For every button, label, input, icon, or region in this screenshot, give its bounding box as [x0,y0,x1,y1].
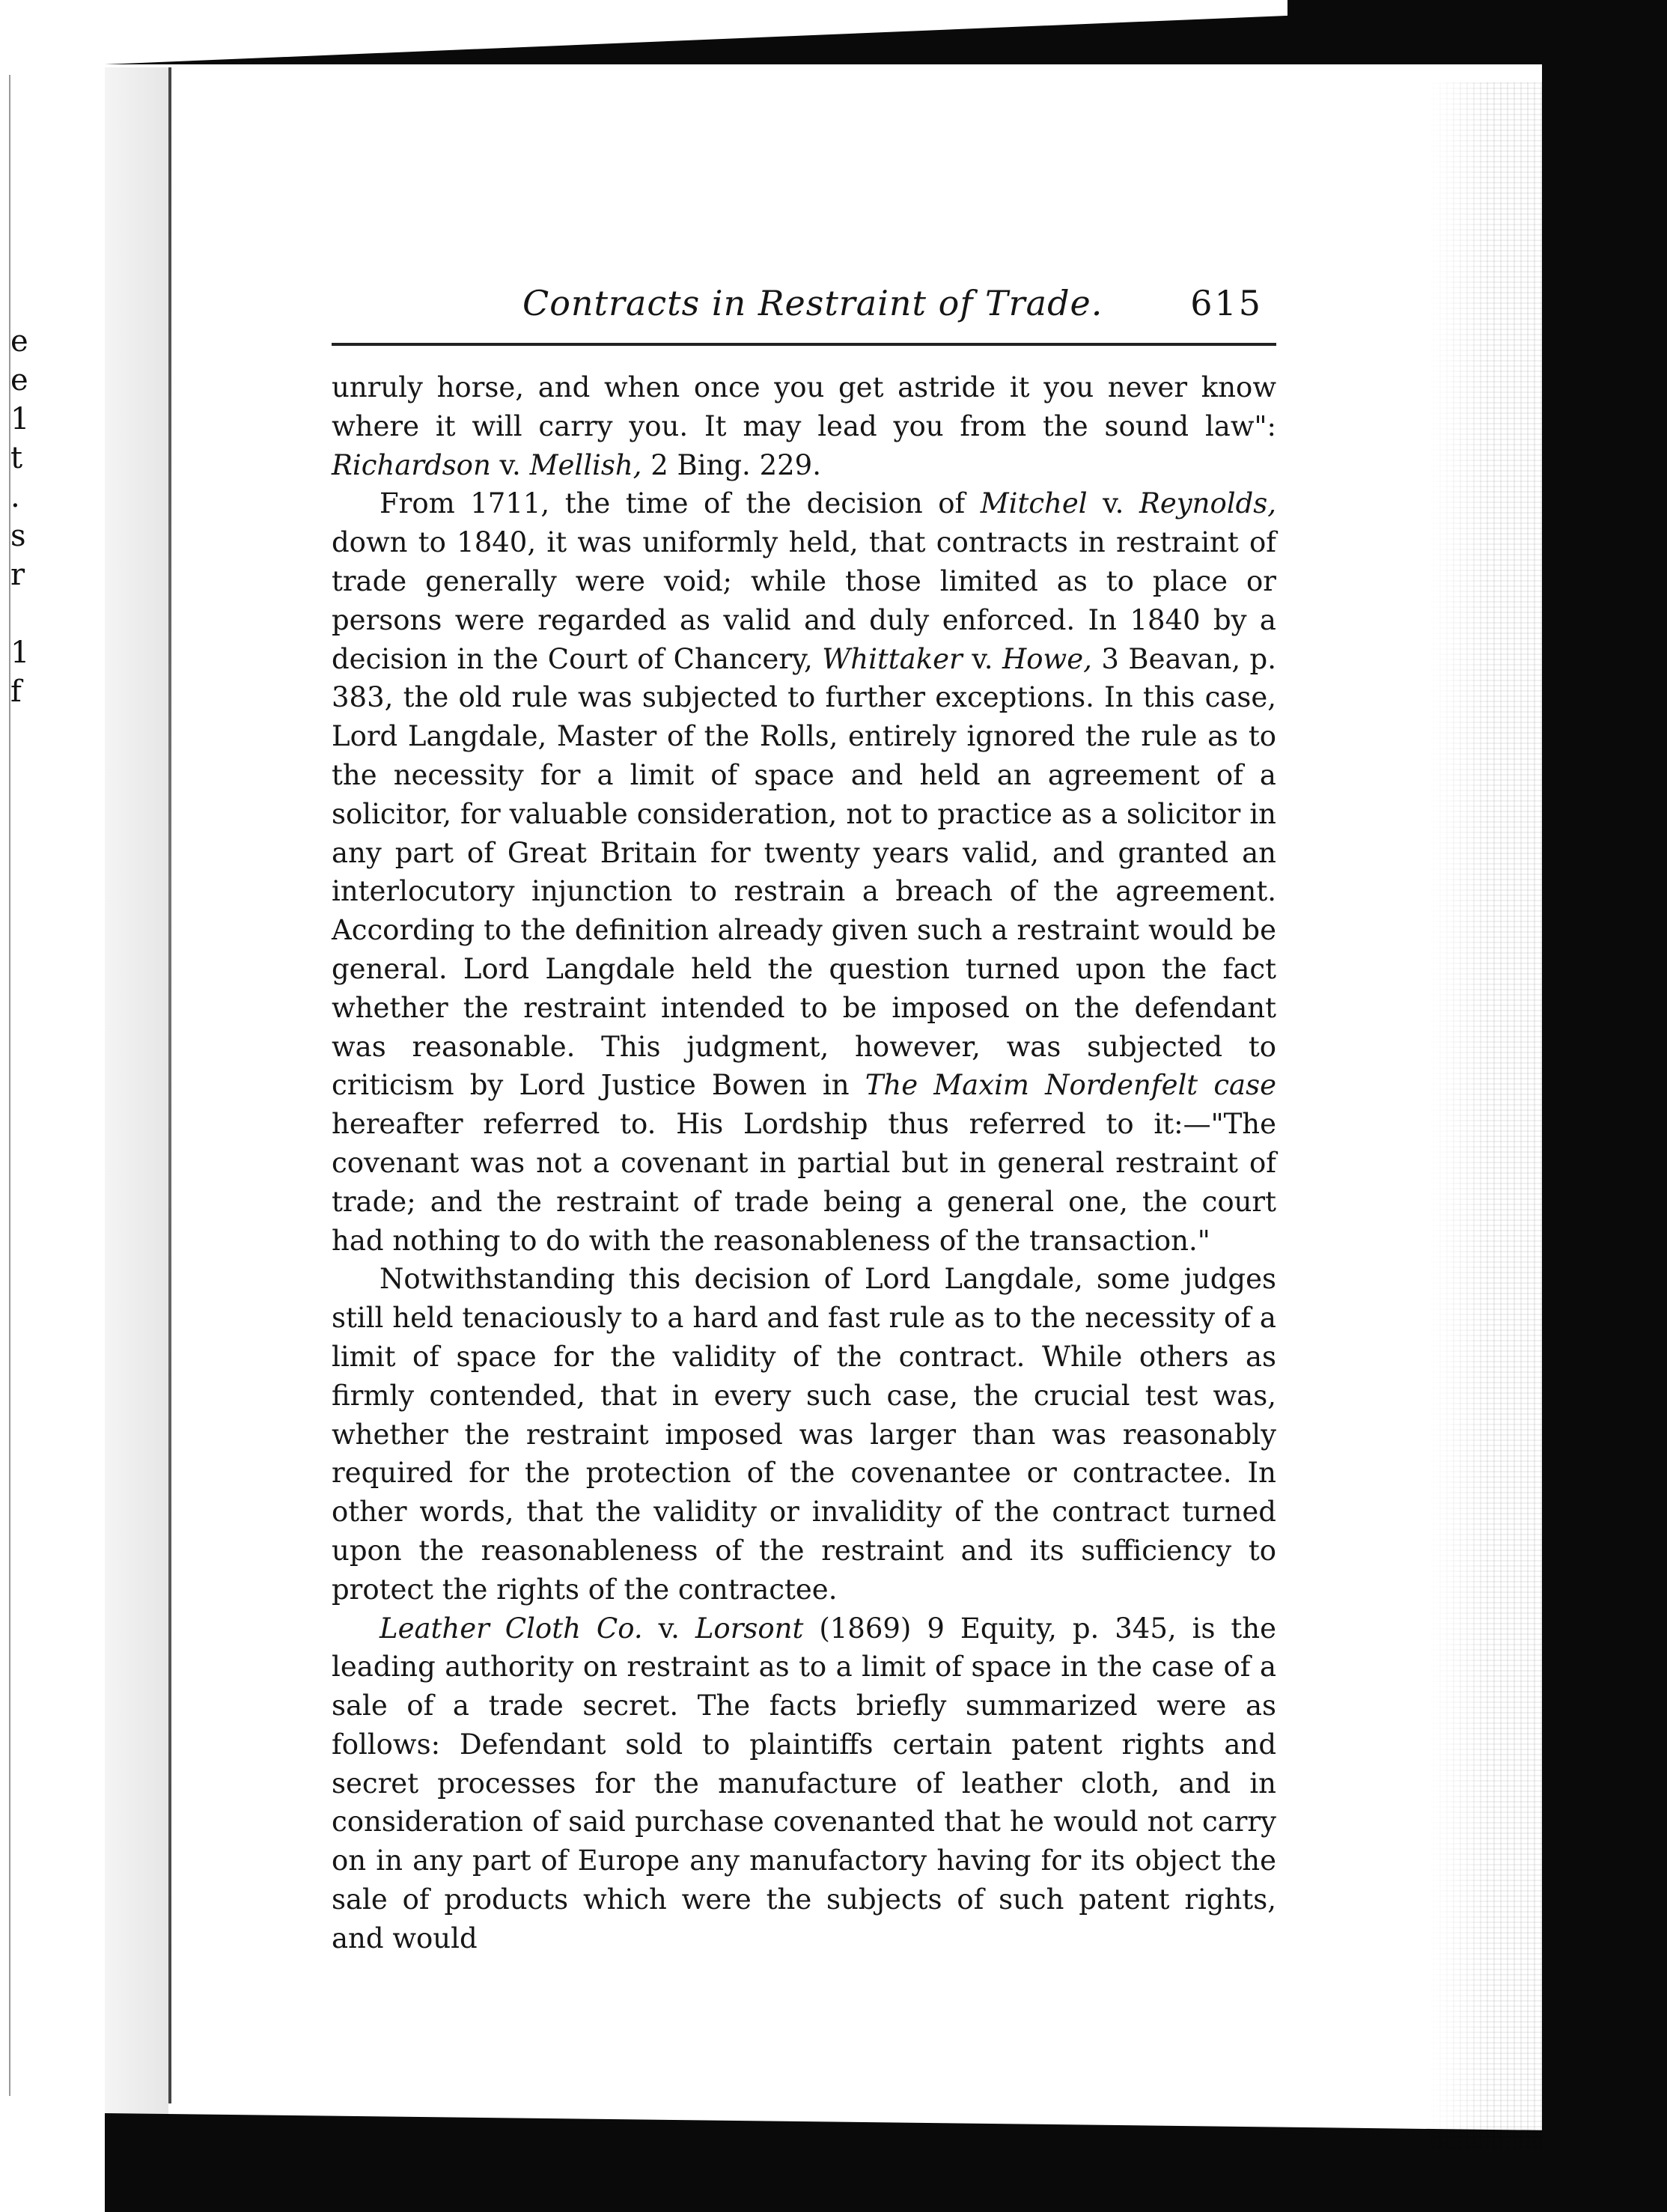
facing-fragment: s [10,519,26,553]
facing-fragment: t [10,441,23,475]
text-run: v. [962,642,1002,675]
case-citation: Whittaker [822,642,963,675]
bleed-through-texture [1426,82,1542,2148]
case-citation: Mitchel [980,487,1088,520]
facing-fragment: . [10,480,20,514]
facing-fragment: e [10,363,28,397]
running-head [332,283,1276,335]
text-run: hereafter referred to. His Lordship thus referred to it:—"The covenant was not a covenant in partial but in general restraint of trade; and the restraint of trade being a general one, the court had nothing to do with the reasonableness of the transaction." [332,1108,1276,1257]
running-title: Contracts in Restraint of Trade. [522,283,1103,323]
facing-page-fragments [10,322,40,711]
facing-fragment: r [10,558,25,592]
paragraph-p3 [332,1260,1276,1609]
text-run: v. [490,448,530,481]
page-number: 615 [1190,283,1263,323]
header-rule [332,343,1276,346]
text-run: unruly horse, and when once you get astride it you never know where it will carry you. It may lead you from the sound law": [332,371,1276,442]
case-citation: Richardson [332,448,491,481]
scan-border-bottom-solid [105,2141,1667,2212]
text-run: down to 1840, it was uniformly held, that contracts in restraint of trade generally were void; while those limited as to place or persons were regarded as valid and duly enforced. In 1840 by a decision in the Court of Chancery, [332,526,1276,675]
text-run: (1869) 9 Equity, p. 345, is the leading authority on restraint as to a limit of space in the case of a sale of a trade secret. The facts briefly summarized were as follows: Defendant sold to plaintiffs certain patent rights and secret processes for the manufacture of leather cloth, and in consideration of said purchase covenanted that he would not carry on in any part of Europe any manufactory having for its object the sale of products which were the subjects of such patent rights, and would [332,1612,1277,1954]
scan-border-right [1542,0,1667,2212]
facing-fragment: f [10,674,22,709]
gutter-shadow [105,67,168,2148]
case-citation: Mellish, [529,448,642,481]
facing-fragment [10,594,40,633]
case-citation: Howe, [1002,642,1092,675]
case-citation: The Maxim Nordenfelt case [865,1069,1276,1102]
text-run: v. [1087,487,1139,520]
case-citation: Reynolds, [1139,487,1276,520]
facing-fragment: 1 [10,402,30,436]
paragraph-p4 [332,1609,1276,1958]
paragraph-p1 [332,368,1276,484]
book-gutter [168,67,171,2103]
facing-fragment: 1 [10,636,30,670]
text-run: Notwithstanding this decision of Lord Langdale, some judges still held tenaciously to a hard and fast rule as to the necessity of a limit of space for the validity of the contract. While others as firmly contended, that in every such case, the crucial test was, whether the restraint imposed was larger than was reasonably required for the protection of the covenantee or contractee. In other words, that the validity or invalidity of the contract turned upon the reasonableness of the restraint and its sufficiency to protect the rights of the contractee. [332,1263,1276,1606]
facing-page-edge [0,75,10,2096]
text-run: From 1711, the time of the decision of [380,487,981,520]
facing-fragment: e [10,324,28,359]
paragraph-p2 [332,484,1276,1260]
text-run: 2 Bing. 229. [641,448,821,481]
body-text [332,368,1276,1958]
case-citation: Lorsont [695,1612,804,1645]
text-run: v. [642,1612,695,1645]
case-citation: Leather Cloth Co. [380,1612,643,1645]
text-run: 3 Beavan, p. 383, the old rule was subjected to further exceptions. In this case, Lord Langdale, Master of the Rolls, entirely ignored the rule as to the necessity for a limit of space and held an agreement of a solicitor, for valuable consideration, not to practice as a solicitor in any part of Great Britain for twenty years valid, and granted an interlocutory injunction to restrain a breach of the agreement. According to the definition already given such a restraint would be general. Lord Langdale held the question turned upon the fact whether the restraint intended to be imposed on the defendant was reasonable. This judgment, however, was subjected to criticism by Lord Justice Bowen in [332,642,1277,1102]
